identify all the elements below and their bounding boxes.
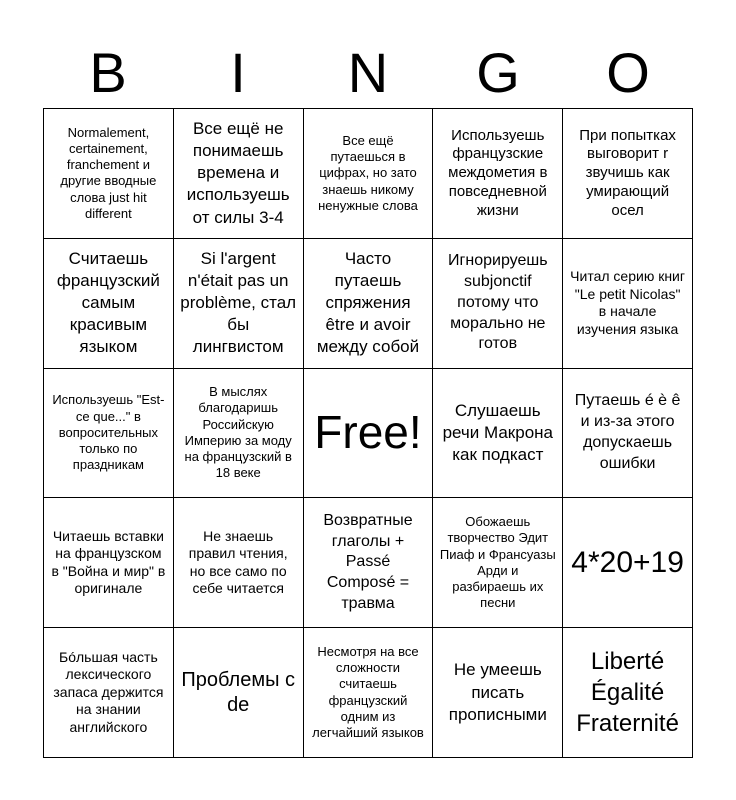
bingo-cell-free[interactable]: Free! <box>304 369 434 499</box>
bingo-cell-r2c2[interactable]: Si l'argent n'était pas un problème, стал бы лингвистом <box>174 239 304 369</box>
header-letter-n: N <box>347 41 389 104</box>
bingo-cell-r5c4[interactable]: Не умеешь писать прописными <box>433 628 563 758</box>
bingo-cell-r5c5[interactable]: Liberté Égalité Fraternité <box>563 628 693 758</box>
header-letter-o: O <box>606 41 650 104</box>
bingo-cell-r2c5[interactable]: Читал серию книг "Le petit Nicolas" в начале изучения языка <box>563 239 693 369</box>
bingo-cell-r1c1[interactable]: Normalement, certainement, franchement и другие вводные слова just hit different <box>44 109 174 239</box>
bingo-cell-r3c4[interactable]: Слушаешь речи Макрона как подкаст <box>433 369 563 499</box>
bingo-cell-r4c4[interactable]: Обожаешь творчество Эдит Пиаф и Франсуазы Арди и разбираешь их песни <box>433 498 563 628</box>
bingo-cell-r2c1[interactable]: Считаешь французский самым красивым языком <box>44 239 174 369</box>
bingo-cell-r3c1[interactable]: Используешь "Est-ce que..." в вопросительных только по праздникам <box>44 369 174 499</box>
header-letter-i: I <box>230 41 246 104</box>
header-letter-g: G <box>476 41 520 104</box>
bingo-cell-r5c3[interactable]: Несмотря на все сложности считаешь французский одним из легчайший языков <box>304 628 434 758</box>
bingo-cell-r1c5[interactable]: При попытках выговорит r звучишь как умирающий осел <box>563 109 693 239</box>
bingo-cell-r5c1[interactable]: Бóльшая часть лексического запаса держится на знании английского <box>44 628 174 758</box>
bingo-cell-r4c5[interactable]: 4*20+19 <box>563 498 693 628</box>
bingo-cell-r1c4[interactable]: Используешь французские междометия в повседневной жизни <box>433 109 563 239</box>
bingo-cell-r5c2[interactable]: Проблемы с de <box>174 628 304 758</box>
header-letter-b: B <box>89 41 127 104</box>
bingo-header <box>43 40 693 106</box>
bingo-cell-r1c2[interactable]: Все ещё не понимаешь времена и используешь от силы 3-4 <box>174 109 304 239</box>
bingo-cell-r4c3[interactable]: Возвратные глаголы + Passé Composé = травма <box>304 498 434 628</box>
bingo-cell-r2c4[interactable]: Игнорируешь subjonctif потому что морально не готов <box>433 239 563 369</box>
bingo-cell-r1c3[interactable]: Все ещё путаешься в цифрах, но зато знаешь никому ненужные слова <box>304 109 434 239</box>
bingo-cell-r3c5[interactable]: Путаешь é è ê и из-за этого допускаешь ошибки <box>563 369 693 499</box>
bingo-cell-r2c3[interactable]: Часто путаешь спряжения être и avoir между собой <box>304 239 434 369</box>
bingo-cell-r3c2[interactable]: В мыслях благодаришь Российскую Империю за моду на французский в 18 веке <box>174 369 304 499</box>
bingo-cell-r4c1[interactable]: Читаешь вставки на французском в "Война и мир" в оригинале <box>44 498 174 628</box>
bingo-grid <box>43 108 693 758</box>
bingo-cell-r4c2[interactable]: Не знаешь правил чтения, но все само по себе читается <box>174 498 304 628</box>
